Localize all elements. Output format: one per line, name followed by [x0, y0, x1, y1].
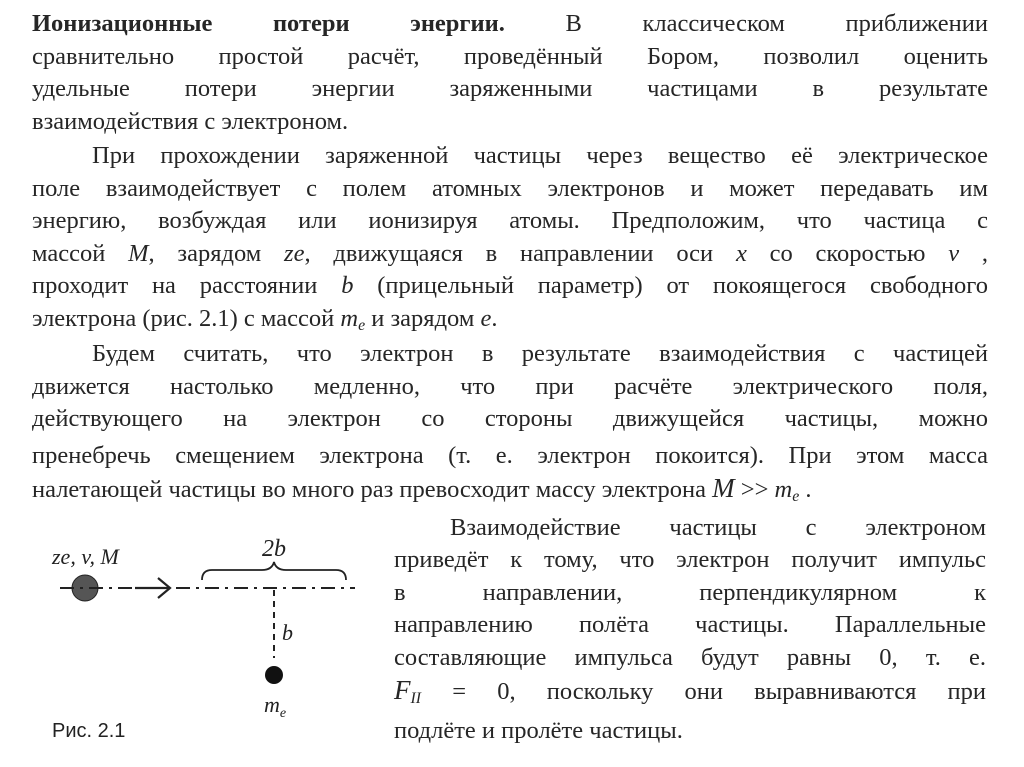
particle-label: ze, v, M [52, 544, 119, 569]
paragraph-ionization-intro: Ионизационные потери энергии. В классическом приближении сравнительно простой расчёт, проведённый Бором, позволил оценить удельные потери энергии заряженными частицами в результате взаимодействия с электроном. [32, 10, 989, 135]
section-title: Ионизационные потери энергии. [32, 10, 505, 37]
paragraph-particle-passage: При прохождении заряженной частицы через вещество её электрическое поле взаимодействует с полем атомных электронов и может передавать им энергию, возбуждая или ионизируя атомы. Предположим, что частица с массой M, зарядом ze, движущаяся в направлении оси x со скоростью v , проходит на расстоянии b (прицельный параметр) от покоящегося свободного электрона (рис. 2.1) с массой $m_e$ и зарядом e. [32, 142, 989, 334]
arrow-icon [135, 578, 170, 598]
brace-2b [202, 562, 346, 580]
electron-label: $m_e$ [264, 692, 287, 721]
figure-caption: Рис. 2.1 [52, 720, 126, 742]
top-label-2b: 2b [262, 536, 286, 562]
paragraph-slow-electron: Будем считать, что электрон в результате взаимодействия с частицей движется настолько медленно, что при расчёте электрического поля, действующего на электрон со стороны движущейся частицы, можно пренебречь смещением электрона (т. е. электрон покоится). При этом масса налетающей частицы во много раз превосходит массу электрона $M >> m_e$ . [32, 340, 988, 505]
electron-dot [265, 666, 283, 684]
paragraph-momentum-transfer: Взаимодействие частицы с электроном приведёт к тому, что электрон получит импульс в направлении, перпендикулярном к направлению полёта частицы. Параллельные составляющие импульса будут равны 0, т. е. $F_{II} = 0$, поскольку они выравниваются при подлёте и пролёте частицы. [394, 514, 986, 745]
side-label-b: b [282, 620, 293, 645]
